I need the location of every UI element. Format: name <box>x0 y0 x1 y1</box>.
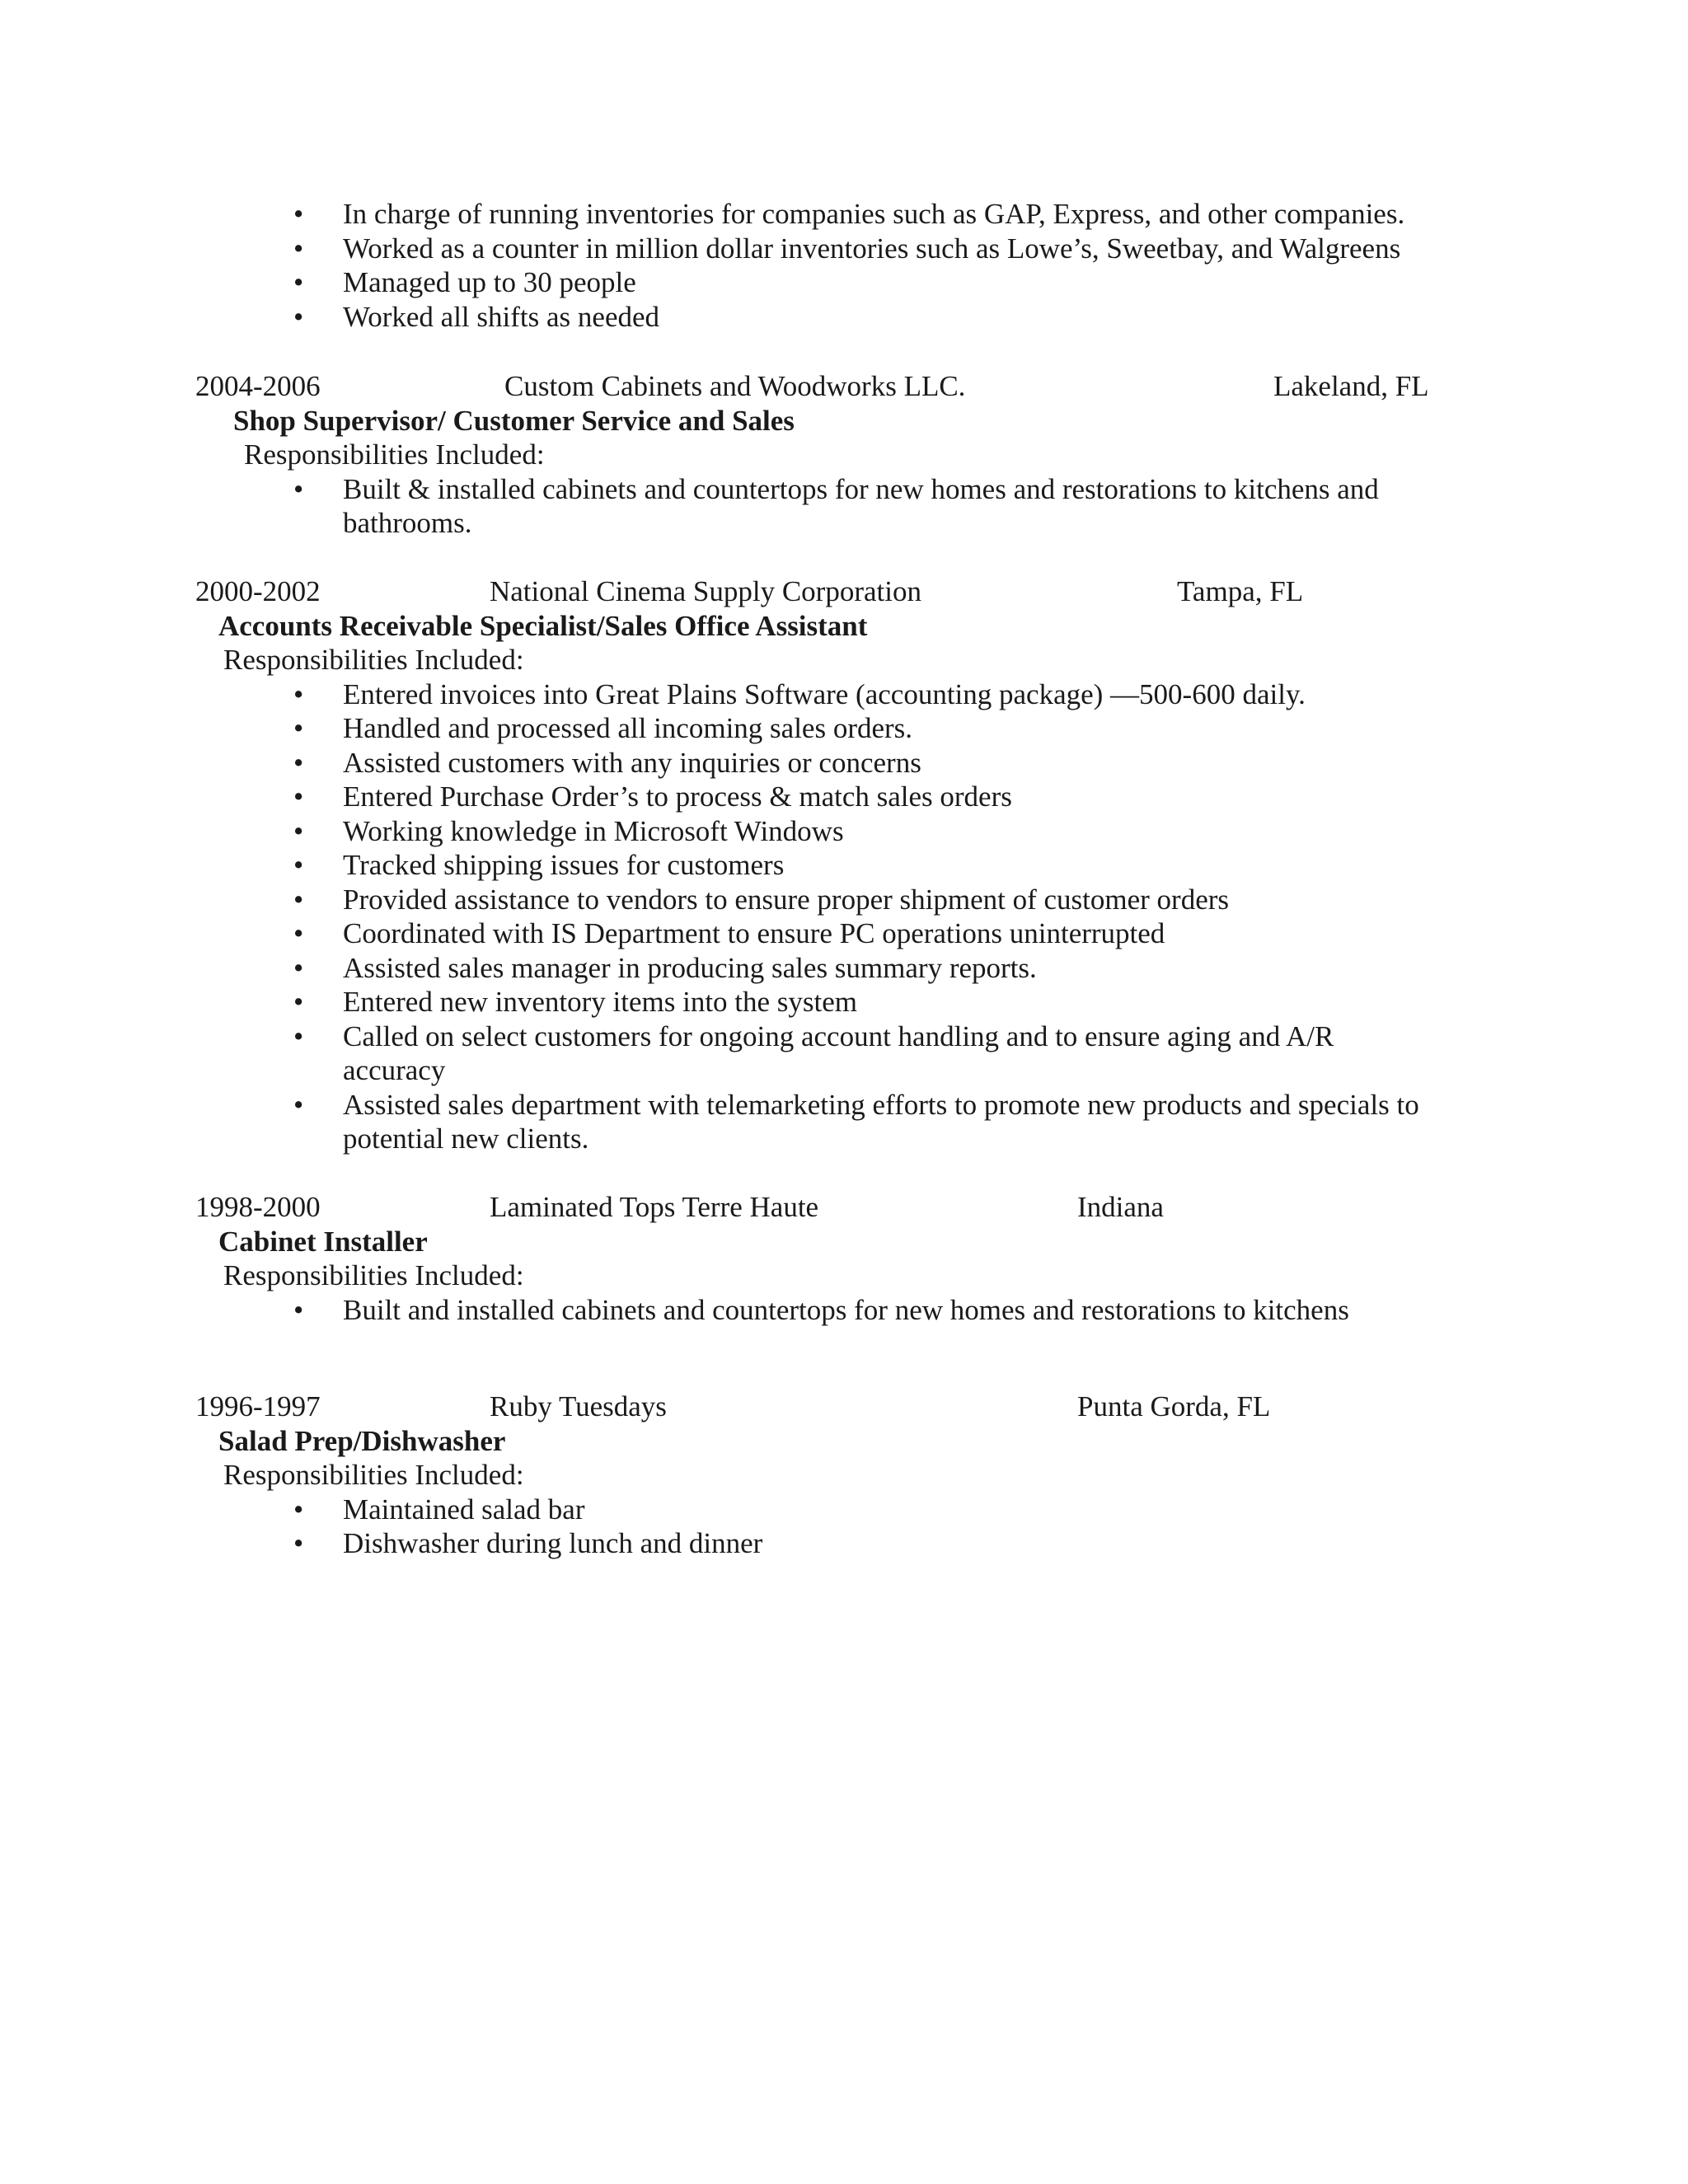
job-location: Punta Gorda, FL <box>1077 1390 1271 1422</box>
job-location: Tampa, FL <box>1177 575 1304 607</box>
job-bullet-text: Assisted customers with any inquiries or concerns <box>343 747 921 779</box>
job-bullet-text: Built & installed cabinets and countertops for new homes and restorations to kitchens and <box>343 473 1379 505</box>
job-title: Cabinet Installer <box>218 1226 428 1258</box>
bullet-glyph: • <box>293 266 304 298</box>
bullet-glyph: • <box>293 883 304 916</box>
bullet-glyph: • <box>293 712 304 744</box>
responsibilities-label: Responsibilities Included: <box>223 644 524 676</box>
job-title: Salad Prep/Dishwasher <box>218 1425 506 1457</box>
job-bullet-text: Handled and processed all incoming sales orders. <box>343 712 913 744</box>
job-bullet-text: Built and installed cabinets and countertops for new homes and restorations to kitchens <box>343 1294 1349 1326</box>
bullet-glyph: • <box>293 1020 304 1052</box>
bullet-glyph: • <box>293 917 304 949</box>
bullet-glyph: • <box>293 952 304 984</box>
intro-bullet-text: Worked as a counter in million dollar inventories such as Lowe’s, Sweetbay, and Walgreens <box>343 232 1401 265</box>
bullet-glyph: • <box>293 198 304 230</box>
job-company: Ruby Tuesdays <box>490 1390 667 1422</box>
bullet-glyph: • <box>293 747 304 779</box>
job-company: Custom Cabinets and Woodworks LLC. <box>504 370 966 402</box>
bullet-glyph: • <box>293 1089 304 1121</box>
job-bullet-text: Entered invoices into Great Plains Software (accounting package) —500-600 daily. <box>343 678 1306 710</box>
responsibilities-label: Responsibilities Included: <box>223 1459 524 1491</box>
job-bullet-text: Assisted sales department with telemarketing efforts to promote new products and specials to <box>343 1089 1419 1121</box>
job-bullet-text: Entered Purchase Order’s to process & match sales orders <box>343 780 1012 813</box>
job-location: Indiana <box>1077 1191 1164 1223</box>
job-bullet-text: Coordinated with IS Department to ensure PC operations uninterrupted <box>343 917 1165 949</box>
job-bullet-text: Working knowledge in Microsoft Windows <box>343 815 844 847</box>
job-dates: 2004-2006 <box>195 370 321 402</box>
responsibilities-label: Responsibilities Included: <box>244 438 545 471</box>
bullet-glyph: • <box>293 815 304 847</box>
bullet-glyph: • <box>293 678 304 710</box>
bullet-glyph: • <box>293 301 304 333</box>
job-company: Laminated Tops Terre Haute <box>490 1191 819 1223</box>
job-bullet-text: potential new clients. <box>343 1122 589 1155</box>
job-title: Shop Supervisor/ Customer Service and Sales <box>233 405 795 437</box>
job-dates: 2000-2002 <box>195 575 321 607</box>
job-bullet-text: Maintained salad bar <box>343 1493 585 1526</box>
responsibilities-label: Responsibilities Included: <box>223 1259 524 1291</box>
job-bullet-text: Dishwasher during lunch and dinner <box>343 1527 763 1559</box>
bullet-glyph: • <box>293 473 304 505</box>
bullet-glyph: • <box>293 780 304 813</box>
job-bullet-text: Called on select customers for ongoing account handling and to ensure aging and A/R <box>343 1020 1334 1052</box>
job-bullet-text: Provided assistance to vendors to ensure proper shipment of customer orders <box>343 883 1230 916</box>
job-bullet-text: Tracked shipping issues for customers <box>343 849 785 881</box>
job-bullet-text: Assisted sales manager in producing sales summary reports. <box>343 952 1037 984</box>
bullet-glyph: • <box>293 986 304 1018</box>
bullet-glyph: • <box>293 849 304 881</box>
bullet-glyph: • <box>293 232 304 265</box>
job-title: Accounts Receivable Specialist/Sales Office Assistant <box>218 610 868 642</box>
job-location: Lakeland, FL <box>1273 370 1429 402</box>
intro-bullet-text: Worked all shifts as needed <box>343 301 660 333</box>
job-dates: 1998-2000 <box>195 1191 321 1223</box>
job-dates: 1996-1997 <box>195 1390 321 1422</box>
bullet-glyph: • <box>293 1493 304 1526</box>
bullet-glyph: • <box>293 1527 304 1559</box>
bullet-glyph: • <box>293 1294 304 1326</box>
job-bullet-text: Entered new inventory items into the system <box>343 986 858 1018</box>
job-bullet-text: bathrooms. <box>343 507 472 539</box>
job-bullet-text: accuracy <box>343 1054 446 1086</box>
job-company: National Cinema Supply Corporation <box>490 575 921 607</box>
intro-bullet-text: Managed up to 30 people <box>343 266 636 298</box>
intro-bullet-text: In charge of running inventories for companies such as GAP, Express, and other companies. <box>343 198 1405 230</box>
